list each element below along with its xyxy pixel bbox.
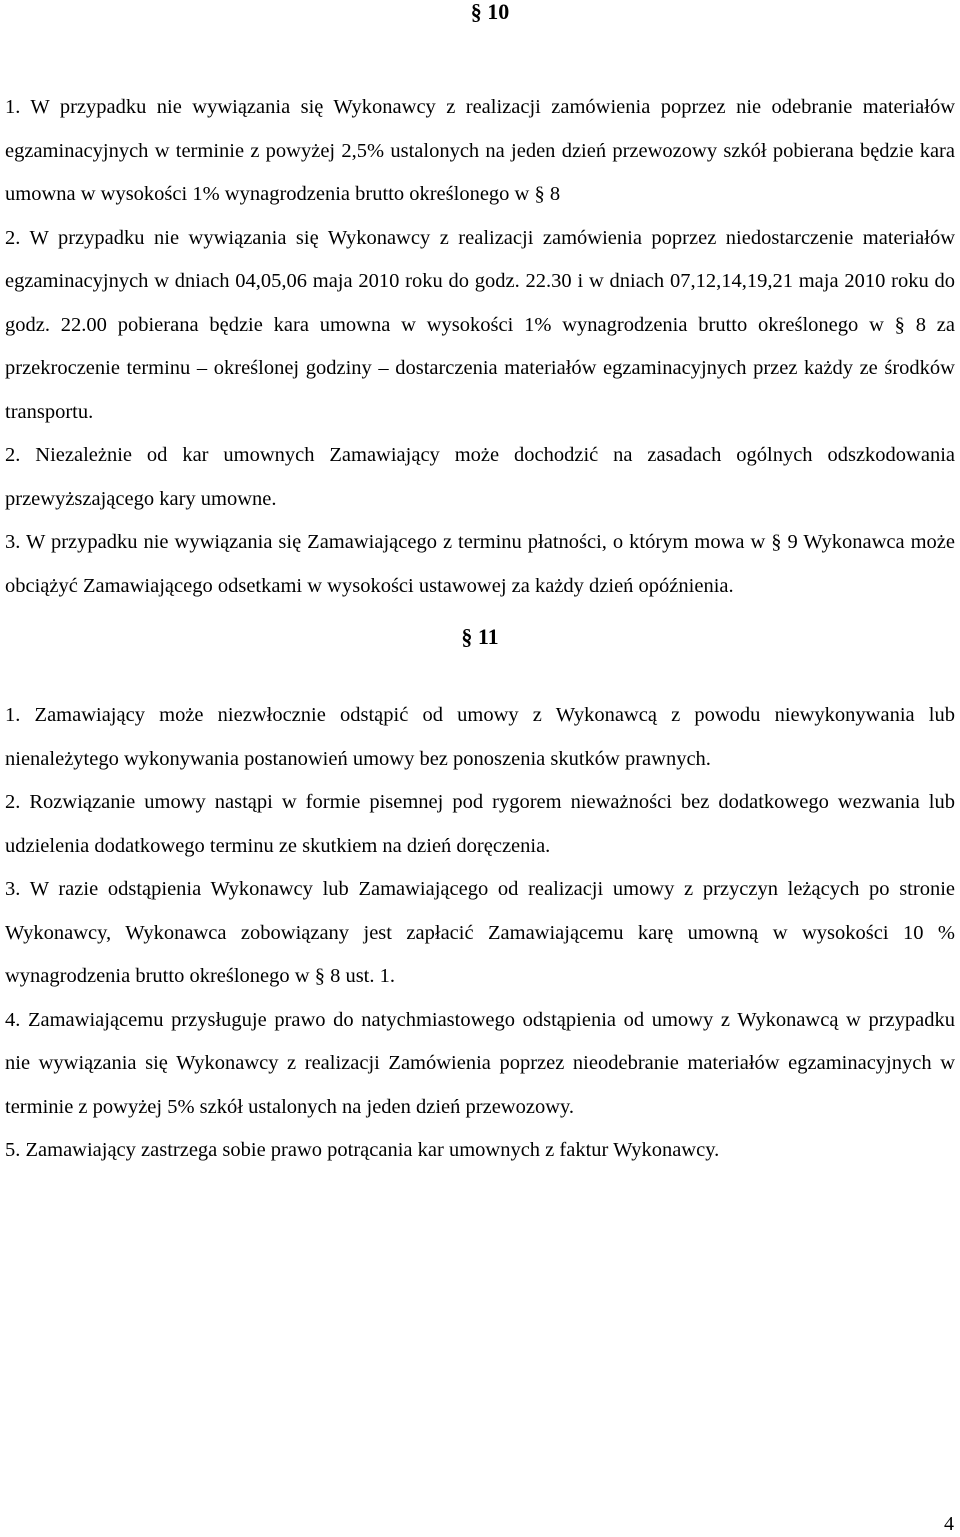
section-11-paragraph-1: 1. Zamawiający może niezwłocznie odstąpić od umowy z Wykonawcą z powodu niewykonywania lub nienależytego wykonywania postanowień umowy bez ponoszenia skutków prawnych. <box>5 704 955 770</box>
section-10-paragraph-3: 2. Niezależnie od kar umownych Zamawiający może dochodzić na zasadach ogólnych odszkodowania przewyższającego kary umowne. <box>5 444 955 510</box>
section-11-heading: § 11 <box>461 624 499 649</box>
page-number: 4 <box>944 1513 954 1535</box>
section-10-heading: § 10 <box>470 0 510 24</box>
section-11-paragraph-5: 5. Zamawiający zastrzega sobie prawo potrącania kar umownych z faktur Wykonawcy. <box>5 1139 720 1161</box>
section-10-paragraph-2: 2. W przypadku nie wywiązania się Wykonawcy z realizacji zamówienia poprzez niedostarczenie materiałów egzaminacyjnych w dniach 04,05,06 maja 2010 roku do godz. 22.30 i w dniach 07,12,14,19,21 maja 2010 roku do godz. 22.00 pobierana będzie kara umowna w wysokości 1% wynagrodzenia brutto określonego w § 8 za przekroczenie terminu – określonej godziny – dostarczenia materiałów egzaminacyjnych przez każdy ze środków transportu. <box>5 226 955 423</box>
section-11-paragraph-2: 2. Rozwiązanie umowy nastąpi w formie pisemnej pod rygorem nieważności bez dodatkowego wezwania lub udzielenia dodatkowego terminu ze skutkiem na dzień doręczenia. <box>5 791 955 857</box>
section-10-paragraph-4: 3. W przypadku nie wywiązania się Zamawiającego z terminu płatności, o którym mowa w § 9 Wykonawca może obciążyć Zamawiającego odsetkami w wysokości ustawowej za każdy dzień opóźnienia. <box>5 531 955 597</box>
section-11-paragraph-4: 4. Zamawiającemu przysługuje prawo do natychmiastowego odstąpienia od umowy z Wykonawcą w przypadku nie wywiązania się Wykonawcy z realizacji Zamówienia poprzez nieodebranie materiałów egzaminacyjnych w terminie z powyżej 5% szkół ustalonych na jeden dzień przewozowy. <box>5 1008 955 1118</box>
document-page <box>5 0 955 1173</box>
section-10-paragraph-1: 1. W przypadku nie wywiązania się Wykonawcy z realizacji zamówienia poprzez nie odebranie materiałów egzaminacyjnych w terminie z powyżej 2,5% ustalonych na jeden dzień przewozowy szkół pobierana będzie kara umowna w wysokości 1% wynagrodzenia brutto określonego w § 8 <box>5 96 955 205</box>
section-11-paragraph-3: 3. W razie odstąpienia Wykonawcy lub Zamawiającego od realizacji umowy z przyczyn leżących po stronie Wykonawcy, Wykonawca zobowiązany jest zapłacić Zamawiającemu karę umowną w wysokości 10 % wynagrodzenia brutto określonego w § 8 ust. 1. <box>5 878 955 987</box>
